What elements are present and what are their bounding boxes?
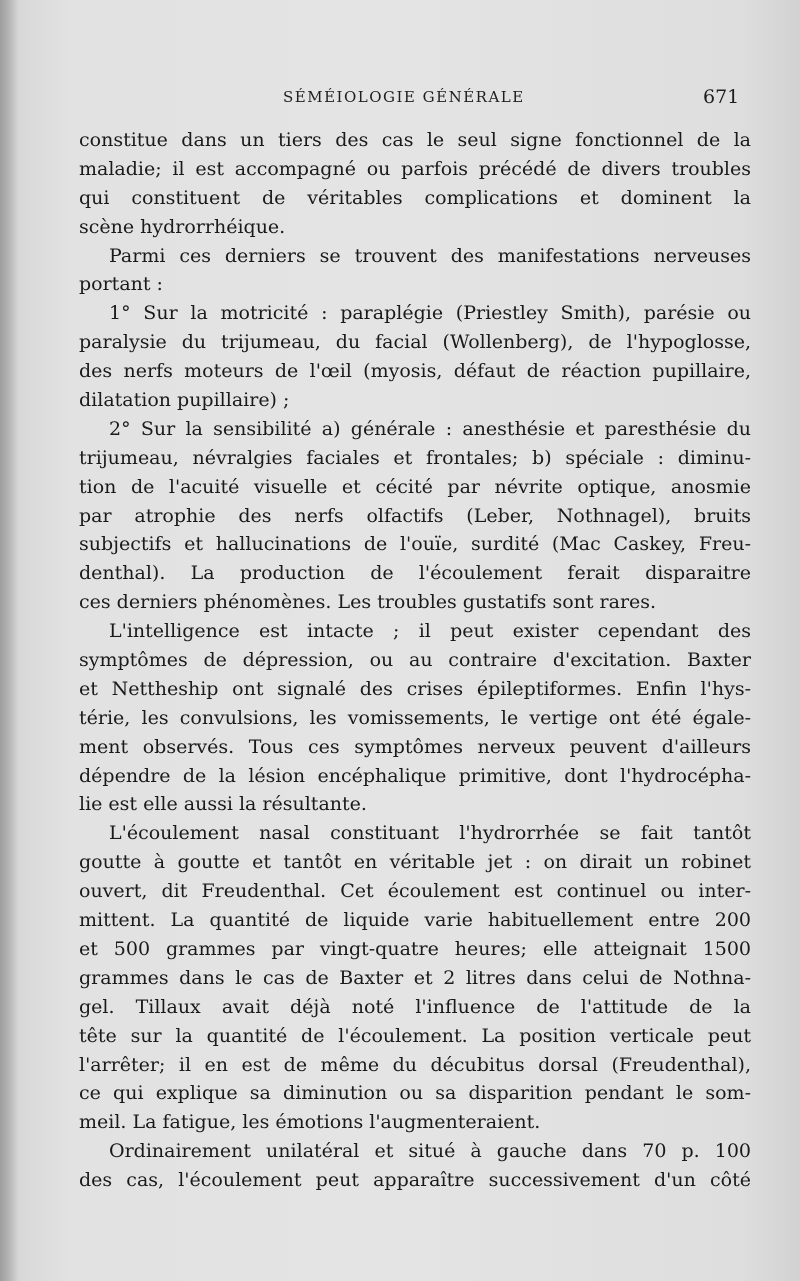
text-line: meil. La fatigue, les émotions l'augmenteraient. [79, 1111, 541, 1134]
text-line: des cas, l'écoulement peut apparaître successivement d'un côté [79, 1169, 751, 1192]
text-line: ce qui explique sa diminution ou sa disparition pendant le som- [79, 1082, 751, 1105]
text-line: lie est elle aussi la résultante. [79, 793, 367, 816]
text-line: grammes dans le cas de Baxter et 2 litres dans celui de Nothna- [79, 966, 751, 989]
binding-shadow [0, 0, 18, 1281]
text-line: Parmi ces derniers se trouvent des manifestations nerveuses [109, 244, 751, 267]
text-line: 1° Sur la motricité : paraplégie (Priestley Smith), parésie ou [109, 302, 751, 325]
text-line: portant : [79, 273, 163, 296]
text-line: ouvert, dit Freudenthal. Cet écoulement est continuel ou inter- [79, 880, 751, 903]
text-line: maladie; il est accompagné ou parfois précédé de divers troubles [79, 157, 751, 180]
text-line: par atrophie des nerfs olfactifs (Leber, Nothnagel), bruits [79, 504, 751, 527]
text-line: et 500 grammes par vingt-quatre heures; elle atteignait 1500 [79, 937, 751, 960]
text-line: 2° Sur la sensibilité a) générale : anesthésie et paresthésie du [109, 417, 751, 440]
text-line: constitue dans un tiers des cas le seul signe fonctionnel de la [79, 129, 751, 151]
text-line: dilatation pupillaire) ; [79, 389, 290, 412]
text-line: symptômes de dépression, ou au contraire d'excitation. Baxter [79, 649, 751, 672]
text-line: tion de l'acuité visuelle et cécité par névrite optique, anosmie [79, 475, 751, 498]
text-line: Ordinairement unilatéral et situé à gauche dans 70 p. 100 [109, 1140, 751, 1163]
body-text [79, 126, 751, 1195]
text-line: et Nettheship ont signalé des crises épileptiformes. Enfin l'hys- [79, 677, 751, 700]
running-head-title: SÉMÉIOLOGIE GÉNÉRALE [283, 88, 525, 106]
text-line: L'intelligence est intacte ; il peut exister cependant des [109, 620, 751, 643]
text-line: ces derniers phénomènes. Les troubles gustatifs sont rares. [79, 591, 657, 614]
text-line: l'arrêter; il en est de même du décubitus dorsal (Freudenthal), [79, 1053, 751, 1076]
running-head [0, 86, 800, 116]
text-line: mittent. La quantité de liquide varie habituellement entre 200 [79, 909, 751, 932]
text-line: qui constituent de véritables complications et dominent la [79, 186, 751, 209]
text-line: gel. Tillaux avait déjà noté l'influence de l'attitude de la [79, 995, 751, 1018]
text-line: denthal). La production de l'écoulement ferait disparaitre [79, 562, 751, 585]
text-line: L'écoulement nasal constituant l'hydrorrhée se fait tantôt [109, 822, 751, 845]
text-line: térie, les convulsions, les vomissements, le vertige ont été égale- [79, 706, 751, 729]
text-line: tête sur la quantité de l'écoulement. La position verticale peut [79, 1024, 751, 1047]
text-line: des nerfs moteurs de l'œil (myosis, défaut de réaction pupillaire, [79, 360, 751, 383]
text-line: paralysie du trijumeau, du facial (Wollenberg), de l'hypoglosse, [79, 331, 751, 354]
text-line: subjectifs et hallucinations de l'ouïe, surdité (Mac Caskey, Freu- [79, 533, 751, 556]
text-line: trijumeau, névralgies faciales et frontales; b) spéciale : diminu- [79, 446, 751, 469]
text-line: goutte à goutte et tantôt en véritable jet : on dirait un robinet [79, 851, 751, 874]
text-line: scène hydrorrhéique. [79, 215, 286, 238]
page-number: 671 [703, 86, 740, 108]
text-line: ment observés. Tous ces symptômes nerveux peuvent d'ailleurs [79, 735, 751, 758]
text-line: dépendre de la lésion encéphalique primitive, dont l'hydrocépha- [79, 764, 751, 787]
